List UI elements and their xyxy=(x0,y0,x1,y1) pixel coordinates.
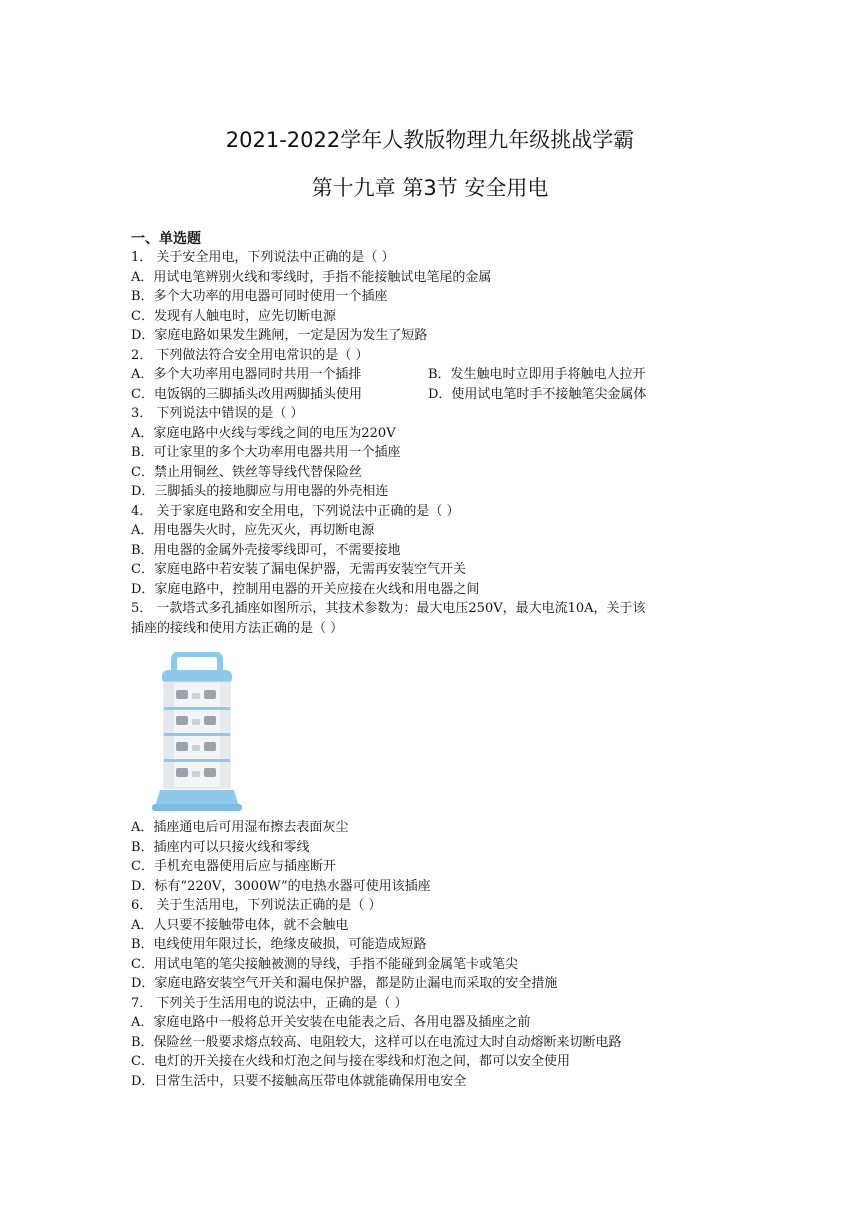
text-line: D．家庭电路如果发生跳闸，一定是因为发生了短路 xyxy=(131,328,428,343)
text-line: D．家庭电路中，控制用电器的开关应接在火线和用电器之间 xyxy=(131,581,480,597)
questions-1-to-5 xyxy=(131,248,731,638)
section-heading: 一、单选题 xyxy=(131,231,201,247)
text-line: 3． 下列说法中错误的是（ ） xyxy=(131,406,304,421)
text-line: C．电灯的开关接在火线和灯泡之间与接在零线和灯泡之间，都可以安全使用 xyxy=(131,1054,570,1069)
option-a: A．多个大功率用电器同时共用一个插排 xyxy=(131,367,362,382)
tower-socket-illustration xyxy=(148,652,244,812)
option-row xyxy=(131,385,731,405)
questions-5-to-7 xyxy=(131,818,731,1091)
text-line: D．日常生活中，只要不接触高压带电体就能确保用电安全 xyxy=(131,1073,467,1089)
option-row xyxy=(131,365,731,385)
text-line: B．多个大功率的用电器可同时使用一个插座 xyxy=(131,289,388,304)
text-line: A．插座通电后可用湿布擦去表面灰尘 xyxy=(131,820,349,835)
option-c: C．电饭锅的三脚插头改用两脚插头使用 xyxy=(131,386,362,402)
text-line: A．用电器失火时，应先灭火，再切断电源 xyxy=(131,523,375,538)
text-line: B．可让家里的多个大功率用电器共用一个插座 xyxy=(131,445,401,460)
text-line: D．家庭电路安装空气开关和漏电保护器，都是防止漏电而采取的安全措施 xyxy=(131,976,558,991)
text-line: C．用试电笔的笔尖接触被测的导线，手指不能碰到金属笔卡或笔尖 xyxy=(131,956,518,972)
document-title: 2021-2022学年人教版物理九年级挑战学霸 xyxy=(225,128,635,152)
text-line: 7． 下列关于生活用电的说法中，正确的是（ ） xyxy=(131,995,408,1011)
text-line: B．用电器的金属外壳接零线即可，不需要接地 xyxy=(131,542,401,558)
text-line: C．家庭电路中若安装了漏电保护器，无需再安装空气开关 xyxy=(131,562,466,577)
text-line: A．家庭电路中一般将总开关安装在电能表之后、各用电器及插座之前 xyxy=(131,1015,531,1030)
text-line: 插座的接线和使用方法正确的是（ ） xyxy=(131,620,344,636)
text-line: D．三脚插头的接地脚应与用电器的外壳相连 xyxy=(131,484,389,499)
text-line: B．电线使用年限过长，绝缘皮破损，可能造成短路 xyxy=(131,937,427,952)
text-line: A．人只要不接触带电体，就不会触电 xyxy=(131,917,349,933)
text-line: 5． 一款塔式多孔插座如图所示，其技术参数为：最大电压250V，最大电流10A，关于该 xyxy=(131,601,646,616)
option-b: B．发生触电时立即用手将触电人拉开 xyxy=(428,367,646,382)
text-line: D．标有“220V，3000W”的电热水器可使用该插座 xyxy=(131,878,431,894)
text-line: C．手机充电器使用后应与插座断开 xyxy=(131,859,336,874)
text-line: 4． 关于家庭电路和安全用电，下列说法中正确的是（ ） xyxy=(131,503,460,519)
text-line: B．保险丝一般要求熔点较高、电阻较大，这样可以在电流过大时自动熔断来切断电路 xyxy=(131,1034,622,1050)
text-line: B．插座内可以只接火线和零线 xyxy=(131,839,310,855)
text-line: A．用试电笔辨别火线和零线时，手指不能接触试电笔尾的金属 xyxy=(131,269,492,285)
chapter-title: 第十九章 第3节 安全用电 xyxy=(311,176,549,200)
text-line: 1． 关于安全用电，下列说法中正确的是（ ） xyxy=(131,250,395,265)
text-line: A．家庭电路中火线与零线之间的电压为220V xyxy=(131,425,396,441)
text-line: 6． 关于生活用电，下列说法正确的是（ ） xyxy=(131,898,382,913)
text-line: 2． 下列做法符合安全用电常识的是（ ） xyxy=(131,347,369,363)
text-line: C．发现有人触电时，应先切断电源 xyxy=(131,308,336,324)
option-d: D．使用试电笔时手不接触笔尖金属体 xyxy=(428,386,647,402)
text-line: C．禁止用铜丝、铁丝等导线代替保险丝 xyxy=(131,464,362,480)
